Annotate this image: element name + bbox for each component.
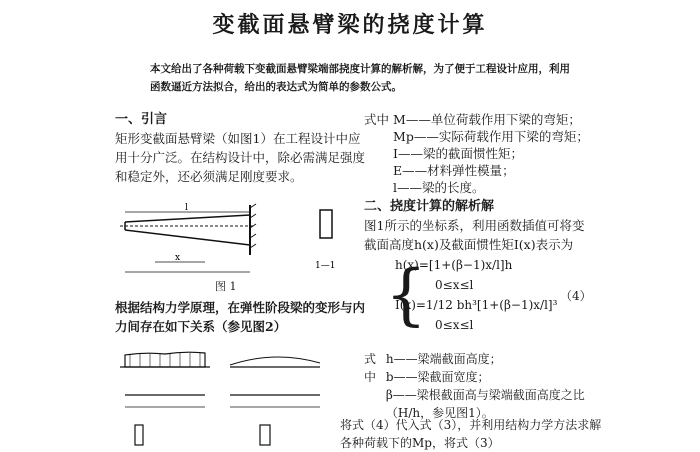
- figure-1: [115, 200, 365, 293]
- figure-2: [115, 345, 355, 450]
- def-item: Mp——实际荷载作用下梁的弯矩；: [393, 129, 589, 144]
- left-column: [115, 110, 365, 186]
- def-item: I——梁的截面惯性矩；: [393, 146, 523, 161]
- paper-title: 变截面悬臂梁的挠度计算: [212, 12, 488, 38]
- fig1-label-x: x: [175, 253, 181, 263]
- defs2-intro: 式中: [364, 352, 377, 384]
- def-item: M——单位荷载作用下梁的弯矩；: [393, 112, 581, 127]
- formula-line-1: h(x)=[1+(β−1)x/l]h: [395, 258, 513, 272]
- def-item: E——材料弹性模量；: [393, 163, 515, 178]
- fig1-label-l: l: [185, 203, 188, 213]
- formula-line-2: 0≤x≤l: [435, 278, 474, 292]
- abstract: [150, 60, 570, 96]
- definitions-2: [364, 350, 614, 422]
- formula-line-4: 0≤x≤l: [435, 318, 474, 332]
- formula-line-3: I(x)=1/12 bh³[1+(β−1)x/l]³: [395, 298, 558, 312]
- section2-heading: 二、挠度计算的解析解: [364, 199, 495, 214]
- def2-item: h——梁端截面高度；: [385, 352, 502, 366]
- def2-item: b——梁截面宽度；: [385, 370, 490, 384]
- fig1-section-label: 1—1: [315, 261, 336, 271]
- abstract-line-1: 本文给出了各种荷载下变截面悬臂梁端部挠度计算的解析解，为了便于工程设计应用，利用: [150, 63, 570, 75]
- def2-item: β——梁根截面高与梁端截面高度之比（H/h，参见图1）。: [385, 388, 585, 420]
- formula-brace: {: [385, 256, 427, 333]
- def-item: l——梁的长度。: [393, 180, 485, 195]
- abstract-line-2: 函数逼近方法拟合，给出的表达式为简单的参数公式。: [150, 81, 402, 93]
- section1-paragraph: 矩形变截面悬臂梁（如图1）在工程设计中应用十分广泛。在结构设计中，除必需满足强度和稳定外，还必须满足刚度要求。: [115, 131, 366, 184]
- definitions-1: [364, 110, 594, 195]
- section1-paragraph-2: 根据结构力学原理，在弹性阶段梁的变形与内力间存在如下关系（参见图2）: [115, 300, 366, 334]
- section1-heading: 一、引言: [115, 112, 168, 127]
- equation-number: （4）: [560, 289, 592, 303]
- fig1-caption: 图 1: [215, 280, 237, 293]
- defs-intro: 式中: [364, 112, 390, 127]
- closing-paragraph: 将式（4）代入式（3），并利用结构力学方法求解各种荷载下的Mp，将式（3）: [340, 418, 602, 450]
- right-column: [364, 110, 594, 254]
- section2-paragraph: 图1所示的坐标系，利用函数插值可将变截面高度h(x)及截面惯性矩I(x)表示为: [364, 218, 585, 252]
- left-column-2: [115, 298, 365, 336]
